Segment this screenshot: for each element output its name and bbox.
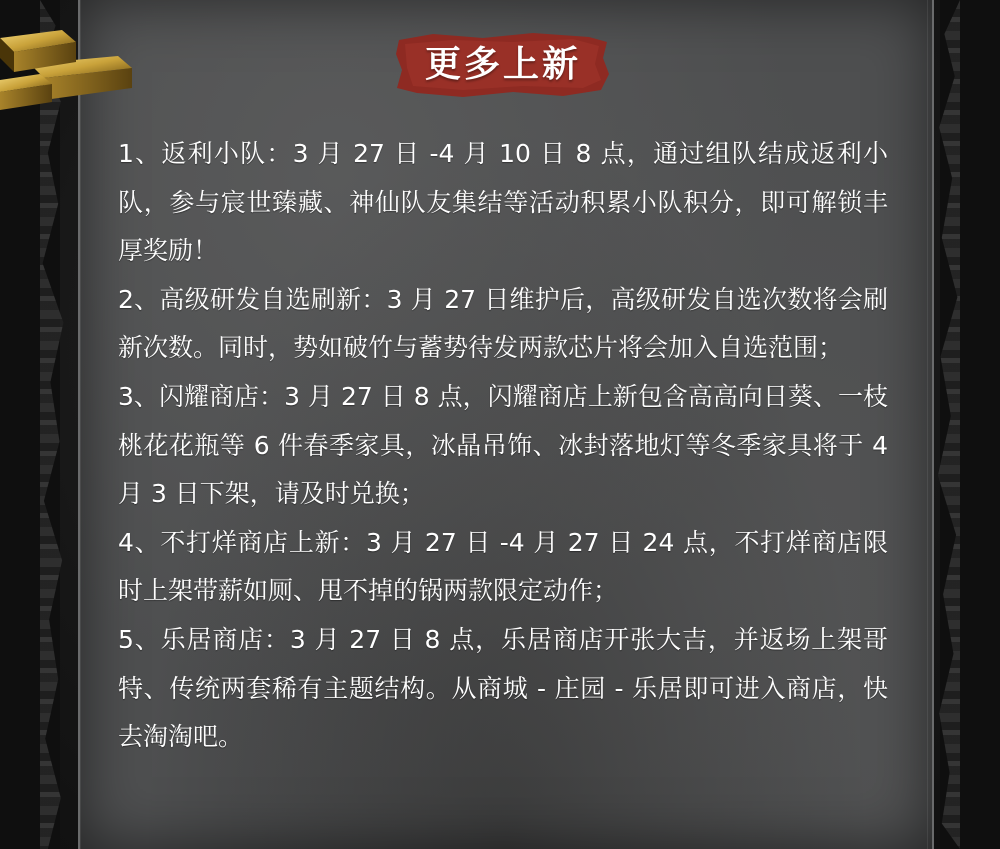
title-banner xyxy=(393,30,613,100)
list-item: 2、高级研发自选刷新：3 月 27 日维护后，高级研发自选次数将会刷新次数。同时，势如破竹与蓄势待发两款芯片将会加入自选范围； xyxy=(118,284,888,363)
list-item: 3、闪耀商店：3 月 27 日 8 点，闪耀商店上新包含高高向日葵、一枝桃花花瓶等 6 件春季家具，冰晶吊饰、冰封落地灯等冬季家具将于 4 月 3 日下架，请及时兑换； xyxy=(118,381,888,509)
announcement-list xyxy=(118,130,888,762)
torn-edge-left xyxy=(0,0,60,849)
gold-bars-icon xyxy=(0,22,140,112)
list-item: 5、乐居商店：3 月 27 日 8 点，乐居商店开张大吉，并返场上架哥特、传统两套稀有主题结构。从商城 - 庄园 - 乐居即可进入商店，快去淘淘吧。 xyxy=(118,624,888,752)
page-title: 更多上新 xyxy=(424,44,581,85)
list-item: 1、返利小队：3 月 27 日 -4 月 10 日 8 点，通过组队结成返利小队，参与宸世臻藏、神仙队友集结等活动积累小队积分，即可解锁丰厚奖励！ xyxy=(118,139,888,266)
torn-edge-right xyxy=(940,0,1000,849)
list-item: 4、不打烊商店上新：3 月 27 日 -4 月 27 日 24 点，不打烊商店限时上架带薪如厕、甩不掉的锅两款限定动作； xyxy=(118,527,888,606)
